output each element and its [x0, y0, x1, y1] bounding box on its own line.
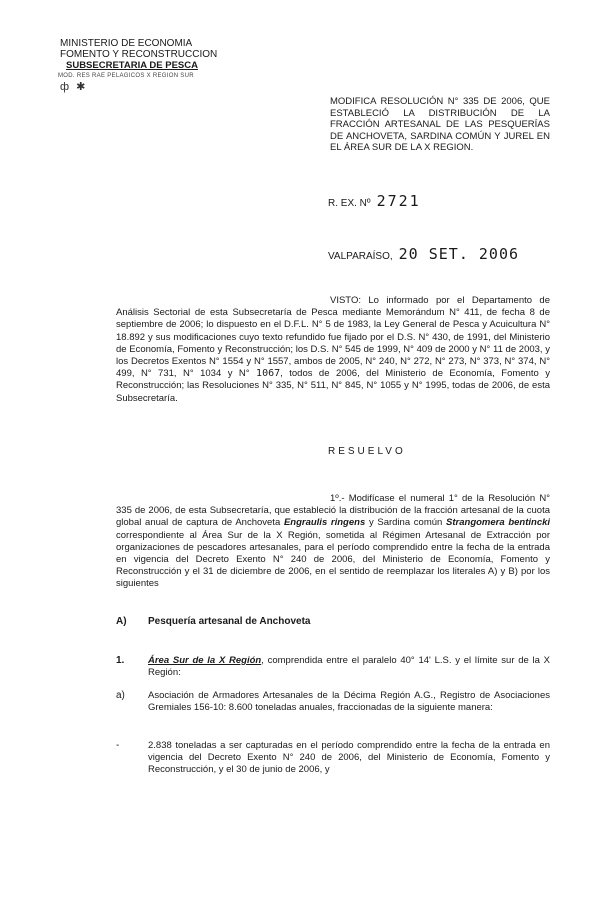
- article-1-paragraph: [116, 493, 550, 591]
- handwritten-number: 1067: [256, 368, 281, 380]
- date-stamp: 20 SET. 2006: [398, 245, 520, 263]
- letterhead: [60, 38, 217, 82]
- sub-item-dash: -: [116, 740, 120, 751]
- p1-text-c: correspondiente al Área Sur de la X Región, sometida al Régimen Artesanal de Extracción por organizaciones de pescadores artesanales, para el período comprendido entre la fecha de la entrada en vigencia del Decreto Exento N° 240 de 2006, del Ministerio de Economía, Fomento y Reconstrucción y el 31 de diciembre de 2006, en el sentido de reemplazar los literales A) y B) por los siguientes: [116, 529, 550, 590]
- sub-item-text: 2.838 toneladas a ser capturadas en el período comprendido entre la fecha de la entrada en vigencia del Decreto Exento N° 240 de 2006, del Ministerio de Economía, Fomento y Reconstrucción, y el 30 de junio de 2006, y: [148, 740, 550, 776]
- item-a-letter: a): [116, 690, 125, 701]
- visto-text-b: , todos de 2006, del Ministerio de Economía, Fomento y Reconstrucción; las Resoluciones N° 335, N° 511, N° 845, N° 1055 y N° 1995, todas de 2006, de esta Subsecretaría.: [116, 368, 550, 404]
- document-subject: MODIFICA RESOLUCIÓN N° 335 DE 2006, QUE ESTABLECIÓ LA DISTRIBUCIÓN DE LA FRACCIÓN ARTESANAL DE LAS PESQUERÍAS DE ANCHOVETA, SARDINA COMÚN Y JUREL EN EL ÁREA SUR DE LA X REGION.: [330, 96, 550, 153]
- ministry-subname: FOMENTO Y RECONSTRUCCION: [60, 49, 218, 60]
- ministry-name: MINISTERIO DE ECONOMIA: [60, 38, 193, 49]
- document-reference: MOD. RES RAE PELAGICOS X REGION SUR: [58, 73, 194, 79]
- p1-text-b: y Sardina común: [368, 517, 443, 529]
- initials-mark: ф ✱: [60, 81, 88, 93]
- visto-paragraph: [116, 295, 550, 405]
- item-1-lead: Área Sur de la X Región: [148, 655, 262, 666]
- item-a-text: Asociación de Armadores Artesanales de la Décima Región A.G., Registro de Asociaciones Gremiales 156-10: 8.600 toneladas anuales, fraccionadas de la siguiente manera:: [148, 690, 550, 714]
- item-1-number: 1.: [116, 655, 125, 666]
- resolution-number-value: 2721: [376, 192, 421, 210]
- item-1-text: [148, 655, 550, 679]
- section-a-letter: A): [116, 616, 127, 627]
- resolution-number: [328, 192, 421, 210]
- visto-text-a: VISTO: Lo informado por el Departamento de Análisis Sectorial de esta Subsecretaría de Pesca mediante Memorándum N° 411, de fecha 8 de septiembre de 2006; lo dispuesto en el D.F.L. N° 5 de 1983, la Ley General de Pesca y Acuicultura N° 18.892 y sus modificaciones cuyo texto refundido fue fijado por el D.S. N° 430, de 1991, del Ministerio de Economía, Fomento y Reconstrucción; los D.S. N° 545 de 1999, N° 409 de 2000 y N° 11 de 2003, y los Decretos Exentos N° 1554 y N° 1557, ambos de 2005, N° 240, N° 272, N° 273, N° 373, N° 374, N° 499, N° 731, N° 1034 y N°: [116, 295, 550, 380]
- species-sardina: Strangomera bentincki: [446, 517, 551, 529]
- species-anchoveta: Engraulis ringens: [283, 517, 366, 529]
- place-date: [328, 245, 519, 263]
- p1-text-a: 1º.- Modifícase el numeral 1° de la Resolución N° 335 de 2006, de esta Subsecretaría, que estableció la distribución de la fracción artesanal de la cuota global anual de captura de Anchoveta: [116, 493, 550, 529]
- item-1-rest: , comprendida entre el paralelo 40° 14' L.S. y el límite sur de la X Región:: [148, 655, 551, 679]
- city: VALPARAÍSO,: [328, 251, 393, 262]
- resuelvo-heading: RESUELVO: [328, 446, 406, 457]
- subsecretariat-name: SUBSECRETARIA DE PESCA: [66, 60, 198, 71]
- section-a-title: Pesquería artesanal de Anchoveta: [148, 616, 311, 627]
- resolution-label: R. EX. Nº: [328, 198, 371, 209]
